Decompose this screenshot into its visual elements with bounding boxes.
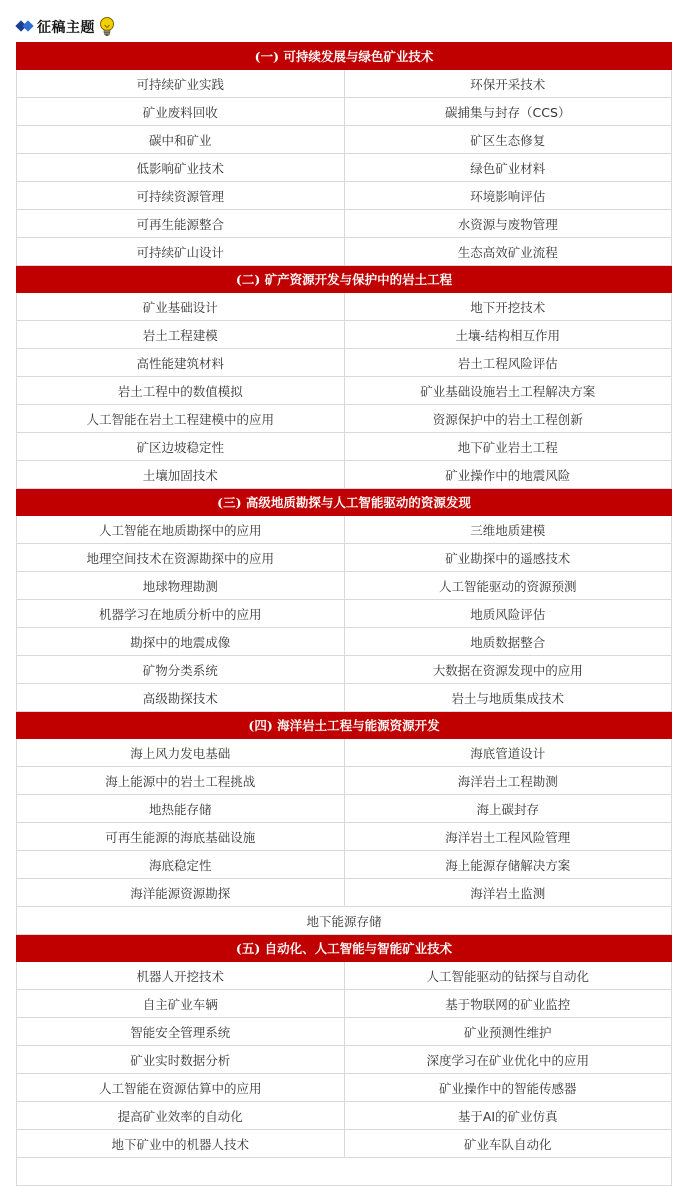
topic-row bbox=[17, 656, 672, 684]
topic-cell: 矿业基础设施岩土工程解决方案 bbox=[344, 377, 672, 405]
topic-row bbox=[17, 293, 672, 321]
topic-row bbox=[17, 154, 672, 182]
topic-cell: 海洋岩土监测 bbox=[344, 879, 672, 907]
topic-cell: 高级勘探技术 bbox=[17, 684, 345, 712]
topic-cell: 地下矿业中的机器人技术 bbox=[17, 1130, 345, 1158]
topic-row bbox=[17, 767, 672, 795]
topic-cell: 机器学习在地质分析中的应用 bbox=[17, 600, 345, 628]
topic-cell: 自主矿业车辆 bbox=[17, 990, 345, 1018]
topic-cell: 地质数据整合 bbox=[344, 628, 672, 656]
topic-row bbox=[17, 210, 672, 238]
section-title: (五) 自动化、人工智能与智能矿业技术 bbox=[17, 935, 672, 962]
topic-cell: 矿物分类系统 bbox=[17, 656, 345, 684]
topic-cell: 可再生能源整合 bbox=[17, 210, 345, 238]
section-header-row bbox=[17, 935, 672, 962]
topic-row bbox=[17, 962, 672, 990]
topic-row bbox=[17, 1074, 672, 1102]
topic-cell: 海底管道设计 bbox=[344, 739, 672, 767]
topic-cell: 海上能源存储解决方案 bbox=[344, 851, 672, 879]
topic-cell: 绿色矿业材料 bbox=[344, 154, 672, 182]
topic-cell: 海上能源中的岩土工程挑战 bbox=[17, 767, 345, 795]
topic-cell: 低影响矿业技术 bbox=[17, 154, 345, 182]
topic-cell: 海洋岩土工程风险管理 bbox=[344, 823, 672, 851]
topic-row bbox=[17, 907, 672, 935]
topic-cell: 矿业废料回收 bbox=[17, 98, 345, 126]
topic-cell: 可持续资源管理 bbox=[17, 182, 345, 210]
topic-row bbox=[17, 321, 672, 349]
topic-row bbox=[17, 461, 672, 489]
section-header bbox=[16, 14, 115, 40]
topic-cell: 海上风力发电基础 bbox=[17, 739, 345, 767]
topic-row bbox=[17, 879, 672, 907]
topic-cell: 水资源与废物管理 bbox=[344, 210, 672, 238]
topic-row bbox=[17, 377, 672, 405]
topic-row bbox=[17, 126, 672, 154]
header-title: 征稿主题 bbox=[37, 20, 95, 36]
topic-cell: 机器人开挖技术 bbox=[17, 962, 345, 990]
topic-cell: 智能安全管理系统 bbox=[17, 1018, 345, 1046]
topic-cell: 高性能建筑材料 bbox=[17, 349, 345, 377]
topic-row bbox=[17, 600, 672, 628]
topic-cell: 深度学习在矿业优化中的应用 bbox=[344, 1046, 672, 1074]
topic-cell: 矿区边坡稳定性 bbox=[17, 433, 345, 461]
topic-cell: 矿业基础设计 bbox=[17, 293, 345, 321]
topic-cell: 矿业实时数据分析 bbox=[17, 1046, 345, 1074]
topic-cell: 地下开挖技术 bbox=[344, 293, 672, 321]
section-title: (三) 高级地质勘探与人工智能驱动的资源发现 bbox=[17, 489, 672, 516]
topic-row bbox=[17, 823, 672, 851]
topic-cell: 岩土工程风险评估 bbox=[344, 349, 672, 377]
topic-cell: 大数据在资源发现中的应用 bbox=[344, 656, 672, 684]
topic-cell: 可持续矿山设计 bbox=[17, 238, 345, 266]
topic-cell: 基于物联网的矿业监控 bbox=[344, 990, 672, 1018]
topic-row bbox=[17, 544, 672, 572]
topic-cell: 矿业勘探中的遥感技术 bbox=[344, 544, 672, 572]
double-diamond-icon bbox=[16, 21, 34, 33]
topic-cell: 提高矿业效率的自动化 bbox=[17, 1102, 345, 1130]
topic-cell: 碳中和矿业 bbox=[17, 126, 345, 154]
topic-row bbox=[17, 739, 672, 767]
topic-cell: 海上碳封存 bbox=[344, 795, 672, 823]
topic-cell: 地质风险评估 bbox=[344, 600, 672, 628]
topic-cell: 地下能源存储 bbox=[17, 907, 672, 935]
topic-row bbox=[17, 1102, 672, 1130]
topic-row bbox=[17, 628, 672, 656]
topic-cell: 环保开采技术 bbox=[344, 70, 672, 98]
topic-cell: 人工智能在地质勘探中的应用 bbox=[17, 516, 345, 544]
topic-row bbox=[17, 572, 672, 600]
topic-row bbox=[17, 795, 672, 823]
topic-cell: 可持续矿业实践 bbox=[17, 70, 345, 98]
topics-table bbox=[16, 42, 672, 1186]
topic-row bbox=[17, 405, 672, 433]
section-header-row bbox=[17, 489, 672, 516]
topic-row bbox=[17, 433, 672, 461]
section-header-row bbox=[17, 43, 672, 70]
topic-cell: 生态高效矿业流程 bbox=[344, 238, 672, 266]
topic-row bbox=[17, 684, 672, 712]
topic-cell: 可再生能源的海底基础设施 bbox=[17, 823, 345, 851]
topic-row bbox=[17, 1046, 672, 1074]
topic-row bbox=[17, 516, 672, 544]
topic-row bbox=[17, 238, 672, 266]
topic-cell: 环境影响评估 bbox=[344, 182, 672, 210]
topic-row bbox=[17, 1018, 672, 1046]
topic-cell: 海洋能源资源勘探 bbox=[17, 879, 345, 907]
topic-cell: 碳捕集与封存（CCS） bbox=[344, 98, 672, 126]
section-title: (四) 海洋岩土工程与能源资源开发 bbox=[17, 712, 672, 739]
topic-cell: 三维地质建模 bbox=[344, 516, 672, 544]
topic-cell: 矿业操作中的地震风险 bbox=[344, 461, 672, 489]
topic-row bbox=[17, 182, 672, 210]
section-header-row bbox=[17, 712, 672, 739]
topic-cell: 地热能存储 bbox=[17, 795, 345, 823]
topic-cell: 土壤加固技术 bbox=[17, 461, 345, 489]
topic-row bbox=[17, 990, 672, 1018]
section-title: (二) 矿产资源开发与保护中的岩土工程 bbox=[17, 266, 672, 293]
topic-cell: 海底稳定性 bbox=[17, 851, 345, 879]
topic-cell: 岩土工程建模 bbox=[17, 321, 345, 349]
section-title: (一) 可持续发展与绿色矿业技术 bbox=[17, 43, 672, 70]
topic-cell: 矿区生态修复 bbox=[344, 126, 672, 154]
topic-cell: 海洋岩土工程勘测 bbox=[344, 767, 672, 795]
topic-cell: 矿业操作中的智能传感器 bbox=[344, 1074, 672, 1102]
topic-row bbox=[17, 349, 672, 377]
topic-row bbox=[17, 851, 672, 879]
topic-cell: 矿业预测性维护 bbox=[344, 1018, 672, 1046]
topic-cell: 基于AI的矿业仿真 bbox=[344, 1102, 672, 1130]
topic-row bbox=[17, 70, 672, 98]
topic-cell: 资源保护中的岩土工程创新 bbox=[344, 405, 672, 433]
topic-cell: 矿业车队自动化 bbox=[344, 1130, 672, 1158]
topic-cell: 人工智能在岩土工程建模中的应用 bbox=[17, 405, 345, 433]
topic-cell: 地球物理勘测 bbox=[17, 572, 345, 600]
topic-cell: 岩土工程中的数值模拟 bbox=[17, 377, 345, 405]
topic-cell: 土壤-结构相互作用 bbox=[344, 321, 672, 349]
topic-cell: 勘探中的地震成像 bbox=[17, 628, 345, 656]
topic-cell: 地理空间技术在资源勘探中的应用 bbox=[17, 544, 345, 572]
lightbulb-icon bbox=[99, 16, 115, 38]
topic-cell: 人工智能驱动的钻探与自动化 bbox=[344, 962, 672, 990]
section-header-row bbox=[17, 266, 672, 293]
topic-cell: 人工智能驱动的资源预测 bbox=[344, 572, 672, 600]
topic-cell: 地下矿业岩土工程 bbox=[344, 433, 672, 461]
topic-cell: 岩土与地质集成技术 bbox=[344, 684, 672, 712]
topic-row bbox=[17, 98, 672, 126]
topic-row bbox=[17, 1130, 672, 1158]
topic-cell: 人工智能在资源估算中的应用 bbox=[17, 1074, 345, 1102]
